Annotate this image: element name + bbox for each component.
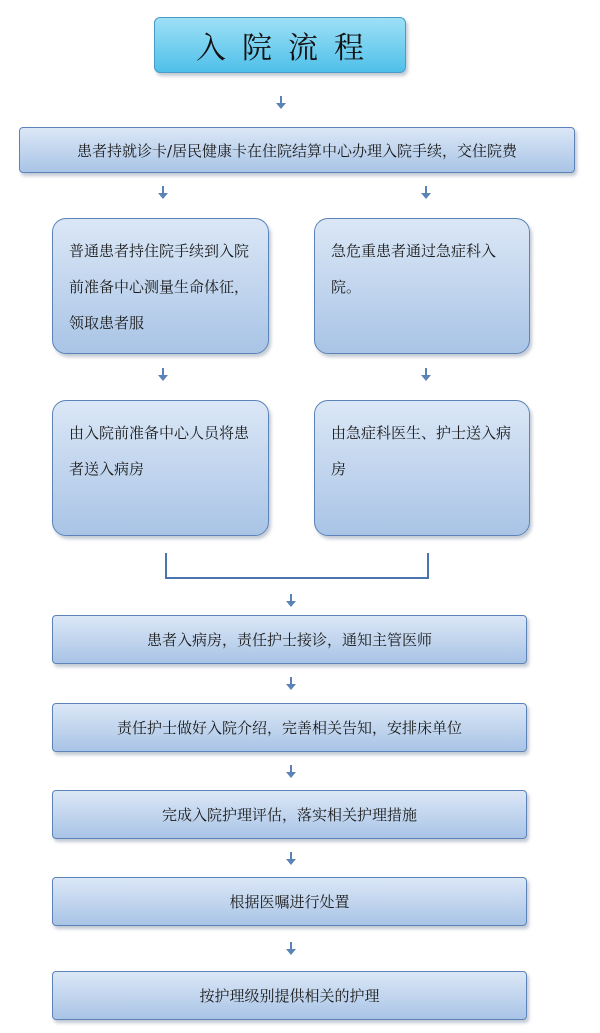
prep-center-escort-box — [52, 400, 269, 536]
step-introduction-text: 责任护士做好入院介绍，完善相关告知，安排床单位 — [116, 719, 462, 737]
normal-patient-text: 普通患者持住院手续到入院前准备中心测量生命体征，领取患者服 — [69, 242, 250, 332]
arrow-down-icon — [286, 677, 296, 691]
prep-center-escort-text: 由入院前准备中心人员将患者送入病房 — [69, 424, 250, 478]
emergency-escort-box — [314, 400, 530, 536]
arrow-down-icon — [286, 942, 296, 956]
step-introduction-box — [52, 703, 527, 752]
step-assessment-text: 完成入院护理评估，落实相关护理措施 — [161, 806, 417, 824]
merge-line-bottom — [165, 577, 429, 579]
normal-patient-box — [52, 218, 269, 354]
arrow-down-icon — [276, 96, 286, 110]
emergency-escort-text: 由急症科医生、护士送入病房 — [331, 424, 512, 478]
emergency-patient-text: 急危重患者通过急症科入院。 — [331, 242, 497, 296]
merge-line-right — [427, 553, 429, 578]
step-orders-box — [52, 877, 527, 926]
arrow-down-icon — [421, 368, 431, 382]
arrow-down-icon — [286, 594, 296, 608]
emergency-patient-box — [314, 218, 530, 354]
arrow-down-icon — [421, 186, 431, 200]
merge-line-left — [165, 553, 167, 578]
arrow-down-icon — [286, 852, 296, 866]
step-orders-text: 根据医嘱进行处置 — [229, 893, 350, 911]
arrow-down-icon — [158, 368, 168, 382]
step-ward-admission-box — [52, 615, 527, 664]
step-nursing-level-box — [52, 971, 527, 1020]
arrow-down-icon — [158, 186, 168, 200]
page-title: 入院流程 — [196, 31, 380, 66]
step-register-text: 患者持就诊卡/居民健康卡在住院结算中心办理入院手续，交住院费 — [76, 141, 518, 160]
title-box — [154, 17, 406, 73]
arrow-down-icon — [286, 765, 296, 779]
step-assessment-box — [52, 790, 527, 839]
step-ward-admission-text: 患者入病房，责任护士接诊，通知主管医师 — [146, 631, 432, 649]
step-register-box — [19, 127, 575, 173]
step-nursing-level-text: 按护理级别提供相关的护理 — [199, 987, 380, 1005]
